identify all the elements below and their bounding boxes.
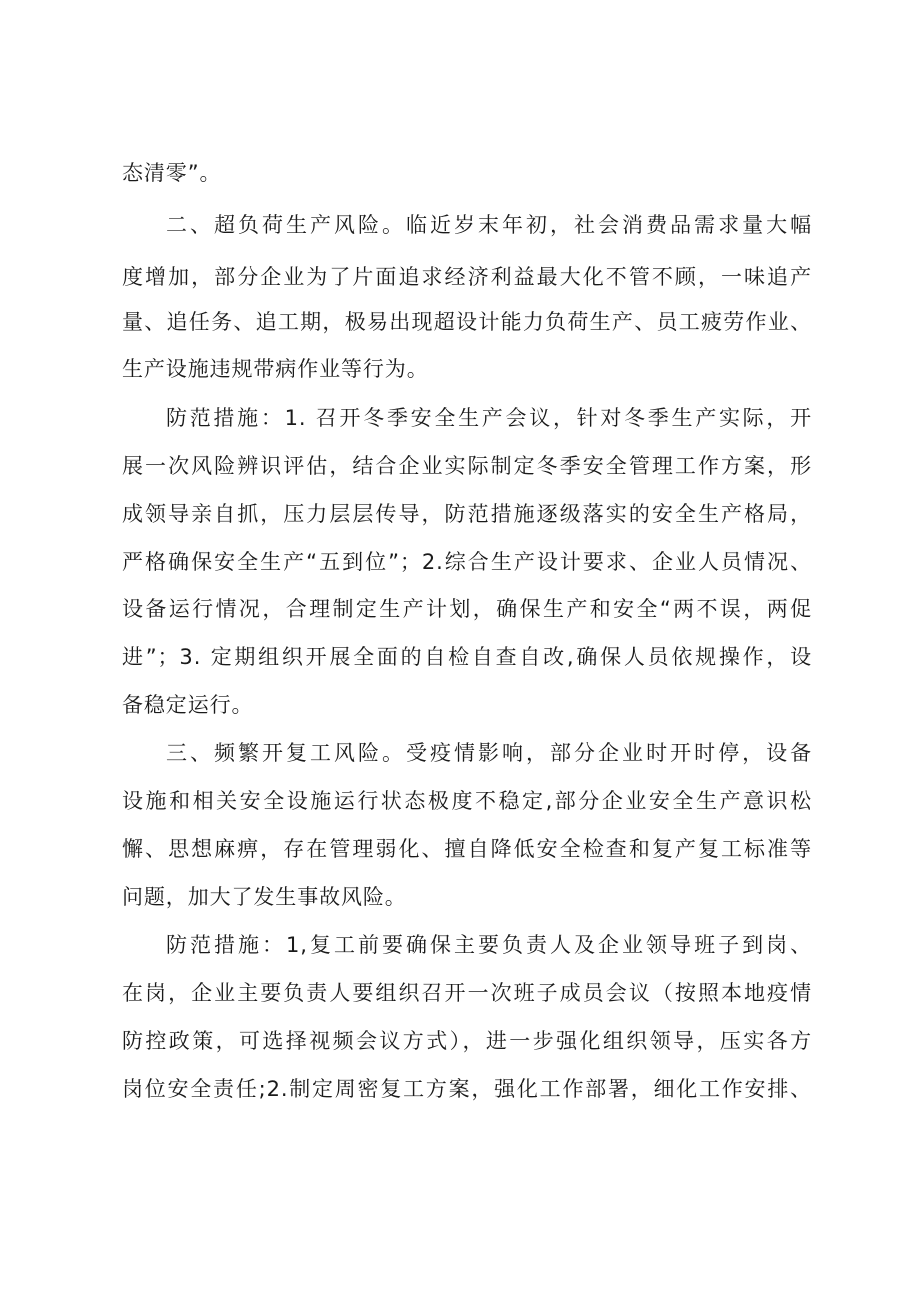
text-line-16: 问题，加大了发生事故风险。 xyxy=(122,885,407,909)
text-line-1: 态清零”。 xyxy=(122,161,222,185)
text-line-11: 进”；3. 定期组织开展全面的自检自查自改,确保人员依规操作，设 xyxy=(122,645,812,669)
text-line-4: 量、追任务、追工期，极易出现超设计能力负荷生产、员工疲劳作业、 xyxy=(122,310,812,334)
text-line-7: 展一次风险辨识评估，结合企业实际制定冬季安全管理工作方案，形 xyxy=(122,454,812,478)
text-line-9: 严格确保安全生产“五到位”；2.综合生产设计要求、企业人员情况、 xyxy=(122,550,812,574)
text-line-5: 生产设施违规带病作业等行为。 xyxy=(122,357,429,381)
text-line-10: 设备运行情况，合理制定生产计划，确保生产和安全“两不误，两促 xyxy=(122,597,812,621)
text-line-8: 成领导亲自抓，压力层层传导，防范措施逐级落实的安全生产格局， xyxy=(122,502,812,526)
text-line-19: 防控政策，可选择视频会议方式），进一步强化组织领导，压实各方 xyxy=(122,1029,812,1053)
text-line-15: 懈、思想麻痹，存在管理弱化、擅自降低安全检查和复产复工标准等 xyxy=(122,837,812,861)
text-line-14: 设施和相关安全设施运行状态极度不稳定,部分企业安全生产意识松 xyxy=(122,789,812,813)
text-line-20: 岗位安全责任;2.制定周密复工方案，强化工作部署，细化工作安排、 xyxy=(122,1077,812,1101)
text-line-2: 二、超负荷生产风险。临近岁末年初，社会消费品需求量大幅 xyxy=(166,213,812,237)
text-line-3: 度增加，部分企业为了片面追求经济利益最大化不管不顾，一味追产 xyxy=(122,265,812,289)
text-line-12: 备稳定运行。 xyxy=(122,693,254,717)
text-line-6: 防范措施：1. 召开冬季安全生产会议，针对冬季生产实际，开 xyxy=(166,406,812,430)
text-line-17: 防范措施：1,复工前要确保主要负责人及企业领导班子到岗、 xyxy=(166,933,812,957)
text-line-13: 三、频繁开复工风险。受疫情影响，部分企业时开时停，设备 xyxy=(166,741,812,765)
text-line-18: 在岗，企业主要负责人要组织召开一次班子成员会议（按照本地疫情 xyxy=(122,981,812,1005)
